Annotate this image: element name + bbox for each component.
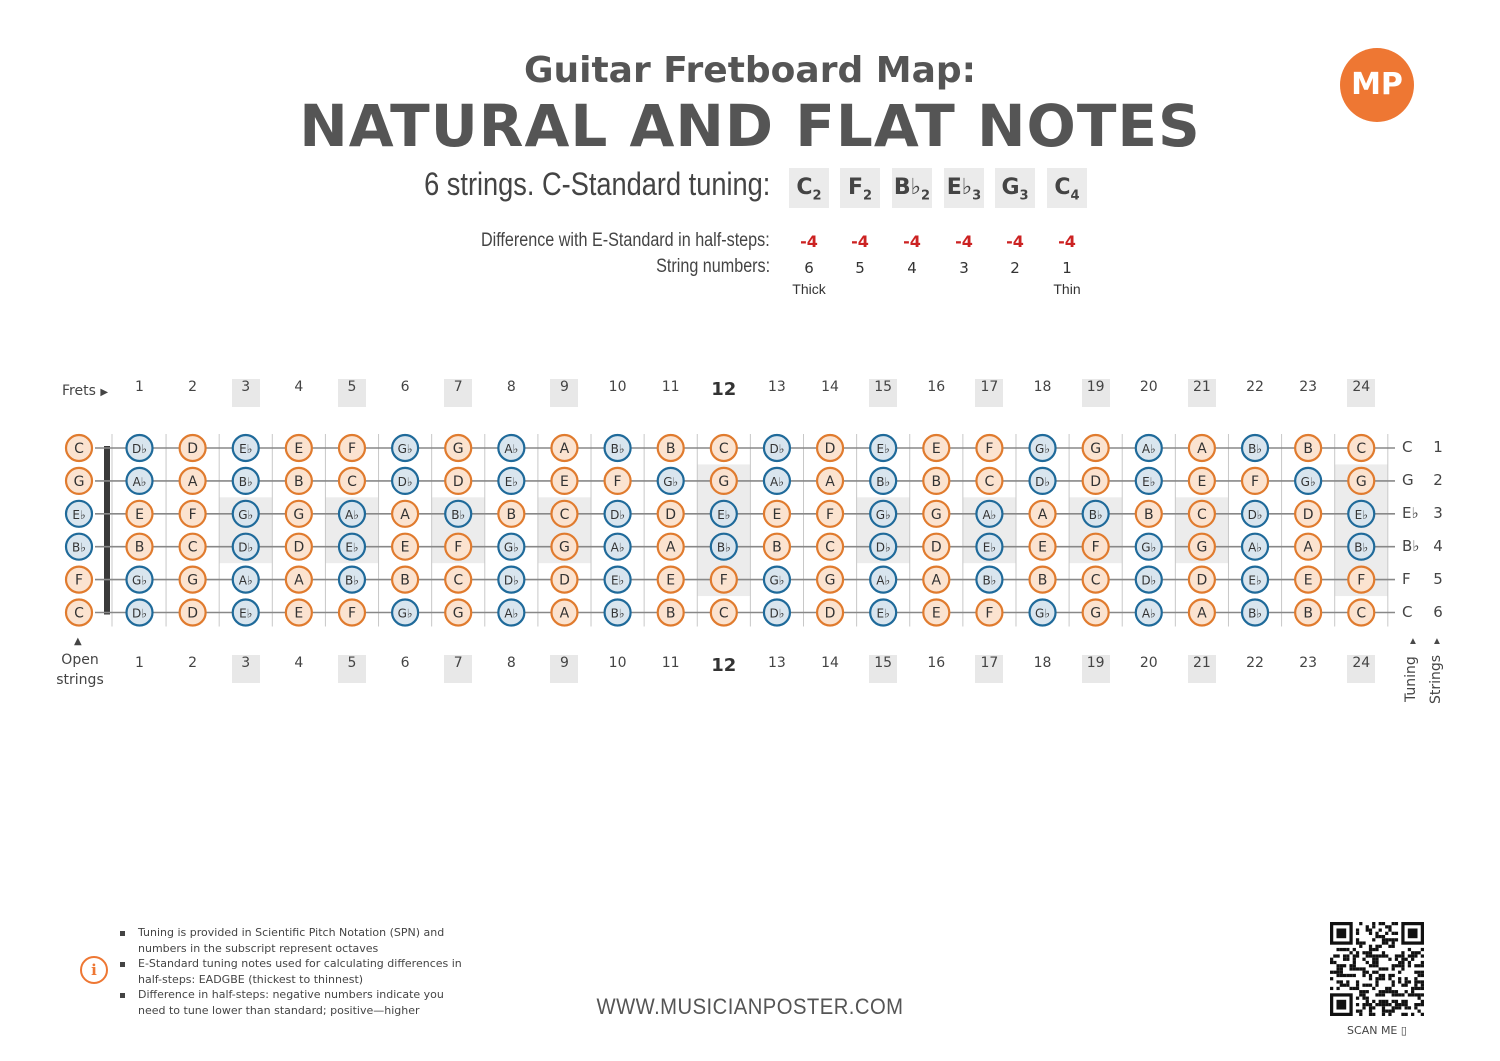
fret-note-label: D: [452, 473, 464, 490]
fret-number: 19: [1082, 379, 1110, 407]
fret-note-label: G: [930, 506, 942, 523]
fret-note-label: C: [1356, 441, 1367, 457]
fret-number: 12: [711, 655, 737, 676]
string-number-value: 6: [804, 259, 814, 277]
string-tuning-label: G: [1402, 470, 1414, 489]
fret-note-label: E♭: [610, 573, 625, 588]
fret-number: 21: [1188, 655, 1216, 683]
fret-note-label: B: [665, 441, 676, 457]
fret-number: 4: [294, 655, 304, 671]
fret-note-label: C: [1090, 572, 1101, 589]
fret-note-label: G♭: [1141, 540, 1157, 555]
fret-note-label: B♭: [1354, 540, 1369, 555]
fret-note-label: F: [985, 605, 994, 622]
fret-note-label: E: [1303, 572, 1313, 589]
fret-number: 24: [1347, 379, 1375, 407]
fret-note-label: B♭: [451, 507, 466, 522]
fret-number: 20: [1139, 379, 1158, 395]
fret-note-label: D♭: [769, 606, 785, 621]
fret-note-label: C: [559, 506, 570, 523]
fret-note-label: B♭: [610, 442, 625, 456]
fret-number: 15: [869, 379, 897, 407]
fret-note-label: E♭: [876, 442, 890, 456]
fret-note-label: D: [824, 605, 836, 622]
fret-note-label: G♭: [663, 474, 679, 489]
fret-note-label: F: [826, 506, 835, 523]
fret-note-label: A♭: [132, 474, 147, 489]
fret-note-label: G: [452, 441, 464, 457]
fret-note-label: D♭: [503, 573, 519, 588]
fret-note-label: A♭: [982, 507, 997, 522]
diff-value: -4: [955, 232, 973, 251]
open-string-note-label: C: [74, 441, 84, 457]
fret-note-label: A♭: [1141, 442, 1156, 456]
fret-note-label: A♭: [1248, 540, 1262, 555]
fret-note-label: G♭: [238, 507, 254, 522]
fret-note-label: A: [1303, 539, 1313, 556]
string-tuning-label: C: [1402, 602, 1413, 621]
fret-note-label: A: [1037, 506, 1048, 523]
frets-label: Frets ▶: [62, 383, 109, 399]
fret-number: 22: [1246, 379, 1264, 395]
footnote: Difference in half-steps: negative numbers indicate you need to tune lower than standard; positive—higher: [118, 987, 463, 1018]
fret-note-label: B: [506, 506, 517, 523]
fret-note-label: A♭: [345, 507, 359, 522]
fret-number: 13: [768, 655, 786, 671]
fret-note-label: F: [188, 506, 197, 523]
fret-note-label: E♭: [345, 540, 359, 555]
phone-icon: ▯: [1400, 1024, 1407, 1037]
string-numbers-label: String numbers:: [655, 256, 770, 277]
scan-me-label: SCAN ME ▯: [1347, 1024, 1407, 1037]
fret-note-label: E: [135, 506, 144, 523]
fret-number: 7: [444, 379, 472, 407]
fret-note-label: G♭: [1300, 474, 1316, 489]
fret-note-label: E: [294, 605, 304, 622]
arrow-up-icon: ▲: [1432, 636, 1442, 647]
tuning-label: 6 strings. C-Standard tuning:: [423, 166, 770, 202]
fret-note-label: G: [452, 605, 464, 622]
fret-note-label: G: [293, 506, 305, 523]
fret-note-label: F: [613, 473, 622, 490]
string-number-label: 2: [1433, 470, 1443, 489]
tuning-note-box: $G_3$: [995, 168, 1035, 208]
fret-note-label: E: [772, 506, 782, 523]
fret-number: 2: [188, 655, 198, 671]
fret-note-label: B♭: [1088, 507, 1103, 522]
tuning-note-box: $C_2$: [789, 168, 829, 208]
diff-value: -4: [1006, 232, 1024, 251]
fret-note-label: B: [665, 605, 676, 622]
fret-number: 3: [232, 655, 260, 683]
fret-note-label: A♭: [770, 474, 784, 489]
logo: MP: [1340, 48, 1414, 122]
fret-note-label: A: [1197, 441, 1207, 457]
fret-note-label: A: [559, 441, 570, 457]
fret-note-label: D♭: [1247, 507, 1263, 522]
fret-note-label: D: [1090, 473, 1102, 490]
fret-number: 16: [927, 655, 946, 671]
fret-note-label: C: [718, 605, 729, 622]
fret-number: 14: [821, 655, 839, 671]
diff-label: Difference with E-Standard in half-steps:: [481, 230, 770, 251]
fret-note-label: G♭: [397, 606, 413, 621]
fret-number: 19: [1082, 655, 1110, 683]
fret-note-label: E: [294, 441, 304, 457]
fret-note-label: E♭: [876, 606, 890, 621]
fret-note-label: G♭: [1035, 442, 1051, 456]
footnote: E-Standard tuning notes used for calculating differences in half-steps: EADGBE (thickest to thinnest): [118, 956, 463, 987]
fret-note-label: G: [1196, 539, 1208, 556]
string-number-label: 4: [1433, 536, 1443, 555]
fret-note-label: A♭: [1141, 606, 1156, 621]
fret-note-label: B♭: [982, 573, 997, 588]
qr-code-icon[interactable]: [1330, 922, 1424, 1016]
fret-note-label: A♭: [876, 573, 891, 588]
fret-note-label: B♭: [610, 606, 625, 621]
string-number-value: 3: [959, 259, 969, 277]
diff-value: -4: [800, 232, 818, 251]
fret-number: 12: [711, 379, 737, 400]
string-number-value: 1: [1062, 259, 1072, 277]
fret-number: 6: [400, 655, 410, 671]
fret-note-label: D: [1196, 572, 1208, 589]
fret-number: 11: [661, 379, 680, 395]
fret-note-label: C: [1356, 605, 1367, 622]
fret-note-label: E♭: [1142, 474, 1156, 489]
fret-note-label: A: [187, 473, 198, 490]
fret-number: 17: [975, 655, 1003, 683]
string-tuning-label: F: [1402, 569, 1411, 588]
string-number-label: 5: [1433, 569, 1443, 588]
string-tuning-label: E♭: [1402, 503, 1419, 522]
fret-number: 18: [1033, 655, 1052, 671]
string-number-label: 3: [1433, 503, 1443, 522]
fret-note-label: E♭: [717, 507, 731, 522]
fret-note-label: G: [1090, 441, 1102, 457]
diff-value: -4: [903, 232, 921, 251]
fret-note-label: G♭: [875, 507, 891, 522]
fret-number: 22: [1246, 655, 1264, 671]
fret-number: 1: [135, 379, 144, 395]
fret-note-label: D♭: [1035, 474, 1050, 489]
fret-note-label: D♭: [875, 540, 891, 555]
fret-note-label: E: [666, 572, 676, 589]
fret-number: 10: [608, 655, 627, 671]
fret-note-label: F: [1091, 539, 1100, 556]
fret-note-label: C: [718, 441, 729, 457]
fret-number: 7: [444, 655, 472, 683]
fret-note-label: A♭: [238, 573, 253, 588]
fret-note-label: B♭: [1248, 442, 1262, 456]
fret-note-label: C: [1197, 506, 1207, 523]
fret-note-label: E: [560, 473, 569, 490]
fret-note-label: B: [1303, 605, 1313, 622]
fret-note-label: E: [931, 441, 941, 457]
fret-number: 16: [927, 379, 946, 395]
fret-note-label: A: [665, 539, 676, 556]
fret-note-label: B♭: [238, 474, 253, 489]
fret-note-label: C: [187, 539, 198, 556]
fret-note-label: G: [559, 539, 570, 556]
tuning-note-box: $B♭_2$: [892, 168, 932, 208]
fret-number: 23: [1299, 655, 1318, 671]
fret-note-label: F: [1357, 572, 1366, 589]
fret-note-label: E: [400, 539, 410, 556]
open-string-note-label: B♭: [72, 540, 86, 555]
fret-note-label: F: [454, 539, 463, 556]
fret-note-label: G♭: [769, 573, 785, 588]
diff-value: -4: [851, 232, 869, 251]
tuning-axis-label: Tuning: [1403, 656, 1419, 702]
diff-value: -4: [1058, 232, 1076, 251]
fret-note-label: D: [187, 441, 199, 457]
fret-note-label: B♭: [1248, 606, 1262, 621]
open-string-note-label: C: [74, 605, 84, 622]
fret-note-label: A♭: [504, 606, 519, 621]
fret-note-label: D♭: [238, 540, 254, 555]
fret-note-label: B: [294, 473, 304, 490]
fret-note-label: E♭: [504, 474, 518, 489]
fret-number: 9: [550, 655, 578, 683]
string-number-value: 2: [1010, 259, 1020, 277]
fret-note-label: E♭: [239, 442, 253, 456]
fret-note-label: A: [825, 473, 835, 490]
fret-number: 15: [869, 655, 897, 683]
fret-number: 5: [338, 379, 366, 407]
fret-note-label: E♭: [982, 540, 997, 555]
fret-note-label: A: [294, 572, 304, 589]
fret-number: 2: [188, 379, 198, 395]
title-top: Guitar Fretboard Map:: [523, 50, 977, 91]
fret-note-label: F: [347, 605, 357, 622]
nut: [104, 446, 110, 615]
footnote: Tuning is provided in Scientific Pitch Notation (SPN) and numbers in the subscript represent octaves: [118, 925, 463, 956]
fret-note-label: A: [559, 605, 570, 622]
string-number-label: 1: [1433, 438, 1443, 456]
open-strings-label: Open strings: [56, 652, 104, 688]
fret-note-label: D: [824, 441, 836, 457]
fret-note-label: A♭: [610, 540, 625, 555]
fret-note-label: E♭: [239, 606, 253, 621]
fret-number: 14: [821, 379, 839, 395]
fret-number: 21: [1188, 379, 1216, 407]
website-link[interactable]: WWW.MUSICIANPOSTER.COM: [596, 994, 904, 1019]
fret-note-label: E♭: [1248, 573, 1262, 588]
fret-note-label: B♭: [876, 474, 891, 489]
open-string-note-label: E♭: [72, 507, 86, 522]
fret-note-label: B♭: [716, 540, 731, 555]
fret-note-label: B: [772, 539, 782, 556]
fret-note-label: B: [1303, 441, 1313, 457]
string-number-value: 4: [907, 259, 917, 277]
fret-note-label: D: [293, 539, 305, 556]
arrow-up-icon: ▲: [74, 636, 82, 647]
fret-note-label: C: [347, 473, 357, 490]
fret-number: 23: [1299, 379, 1318, 395]
fret-note-label: G: [1090, 605, 1102, 622]
fret-number: 24: [1347, 655, 1375, 683]
info-icon: i: [80, 956, 108, 984]
fret-note-label: G♭: [1035, 606, 1051, 621]
fret-note-label: B: [134, 539, 145, 556]
fret-number: 8: [506, 655, 516, 671]
thin-label: Thin: [1053, 281, 1081, 297]
arrow-up-icon: ▲: [1408, 636, 1418, 647]
fret-note-label: D: [559, 572, 570, 589]
fret-note-label: G♭: [132, 573, 147, 588]
fret-note-label: A: [931, 572, 942, 589]
fret-note-label: E: [931, 605, 941, 622]
tuning-note-box: $E♭_3$: [944, 168, 984, 208]
open-string-note-label: G: [73, 473, 85, 490]
fret-note-label: D♭: [397, 474, 413, 489]
fret-number: 6: [400, 379, 410, 395]
fret-number: 10: [608, 379, 627, 395]
fret-note-label: F: [1250, 473, 1260, 490]
fret-note-label: D♭: [132, 606, 147, 621]
strings-axis-label: Strings: [1428, 654, 1444, 704]
fret-note-label: D: [1302, 506, 1314, 523]
fret-number: 3: [232, 379, 260, 407]
fret-note-label: A♭: [504, 442, 519, 456]
fret-note-label: D♭: [1141, 573, 1157, 588]
arrow-right-icon: ▶: [100, 387, 109, 398]
fret-note-label: C: [453, 572, 464, 589]
fret-note-label: G♭: [503, 540, 519, 555]
fret-note-label: E: [1038, 539, 1047, 556]
fret-note-label: B: [400, 572, 410, 589]
fret-note-label: B♭: [345, 573, 359, 588]
fret-note-label: G: [824, 572, 836, 589]
fret-number: 20: [1139, 655, 1158, 671]
fret-note-label: G: [1355, 473, 1367, 490]
fret-note-label: F: [985, 441, 994, 457]
tuning-note-box: $C_4$: [1047, 168, 1087, 208]
thick-label: Thick: [792, 281, 826, 297]
fret-number: 9: [550, 379, 578, 407]
string-tuning-label: C: [1402, 438, 1413, 456]
fret-note-label: D♭: [610, 507, 626, 522]
fret-number: 8: [506, 379, 516, 395]
fret-note-label: G: [187, 572, 199, 589]
string-number-value: 5: [855, 259, 865, 277]
fret-note-label: E♭: [1354, 507, 1368, 522]
fret-note-label: F: [719, 572, 728, 589]
fret-note-label: C: [825, 539, 835, 556]
fret-note-label: G♭: [397, 442, 413, 456]
fret-note-label: D♭: [769, 442, 785, 456]
fret-note-label: C: [984, 473, 995, 490]
fret-note-label: B: [1143, 506, 1154, 523]
fret-note-label: D: [187, 605, 199, 622]
fret-number: 18: [1033, 379, 1052, 395]
open-string-note-label: F: [74, 572, 84, 589]
fret-number: 11: [661, 655, 680, 671]
fret-note-label: B: [931, 473, 942, 490]
fret-note-label: E: [1197, 473, 1207, 490]
string-tuning-label: B♭: [1402, 536, 1420, 555]
fret-note-label: A: [400, 506, 410, 523]
fret-note-label: D♭: [132, 442, 147, 456]
fret-number: 17: [975, 379, 1003, 407]
fret-note-label: A: [1197, 605, 1207, 622]
fret-note-label: F: [347, 441, 357, 457]
fret-note-label: D: [930, 539, 942, 556]
fret-note-label: B: [1037, 572, 1048, 589]
title-main: NATURAL AND FLAT NOTES: [299, 92, 1201, 160]
fret-number: 4: [294, 379, 304, 395]
fret-number: 5: [338, 655, 366, 683]
fret-number: 1: [135, 655, 144, 671]
fret-number: 13: [768, 379, 786, 395]
tuning-note-box: $F_2$: [840, 168, 880, 208]
fret-note-label: D: [665, 506, 677, 523]
fret-note-label: G: [718, 473, 730, 490]
string-number-label: 6: [1433, 602, 1443, 621]
